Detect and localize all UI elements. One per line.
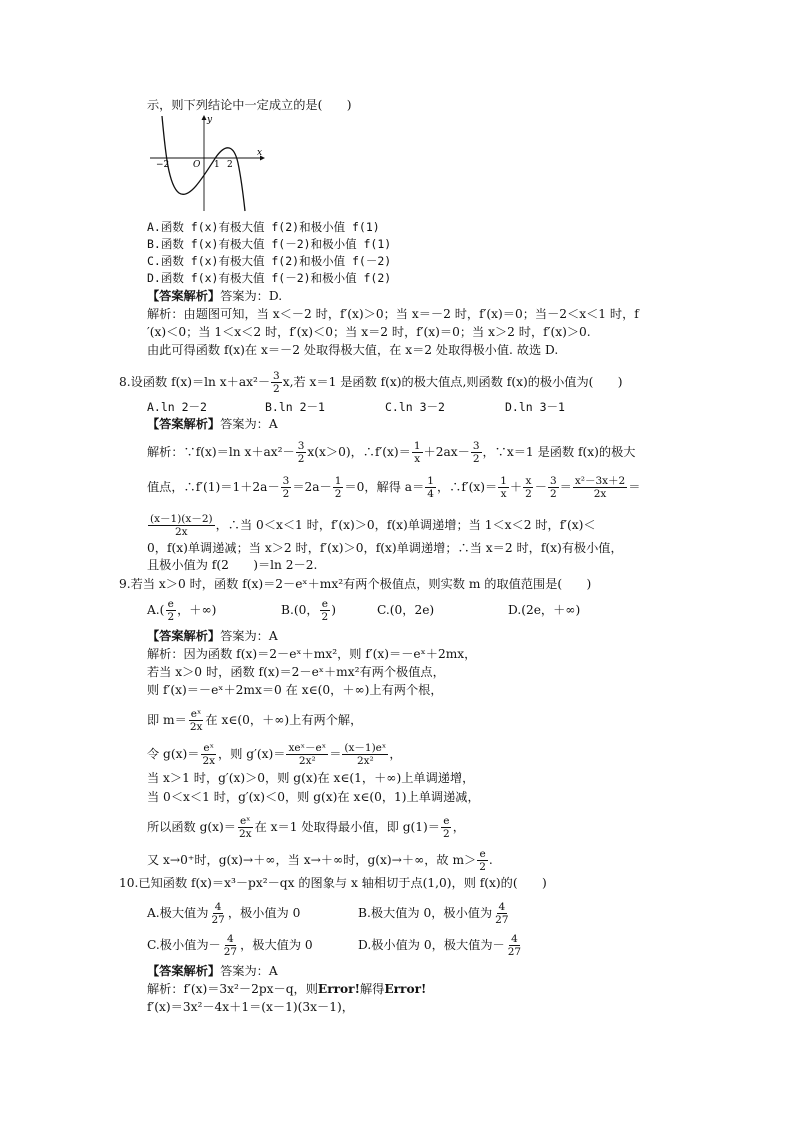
q9-option-d: D.(2e，＋∞) xyxy=(508,603,581,617)
frac-den: 27 xyxy=(211,914,225,926)
text: 在 x∈(0，＋∞)上有两个解， xyxy=(205,713,363,727)
frac-den: 2 xyxy=(525,488,532,500)
frac-den: 2 xyxy=(273,383,280,395)
fraction xyxy=(200,742,217,767)
text: ＋ xyxy=(509,480,523,494)
text: 又 x→0⁺时，g(x)→＋∞，当 x→＋∞时，g(x)→＋∞，故 m＞ xyxy=(147,853,477,867)
frac-den: 2 xyxy=(472,453,480,465)
q9-solution-line: 解析：因为函数 f(x)＝2－eˣ＋mx²，则 f′(x)＝－eˣ＋2mx， xyxy=(147,647,477,661)
text: ，∵x＝1 是函数 f(x)的极大 xyxy=(482,445,636,459)
frac-num: x²－3x＋2 xyxy=(574,475,626,487)
frac-num: 3 xyxy=(273,370,280,382)
q7-stem: 示，则下列结论中一定成立的是( ) xyxy=(147,98,352,112)
fraction xyxy=(425,475,436,500)
text: 解析：f′(x)＝3x²－2px－q，则 xyxy=(147,982,318,996)
text: 解析：∵f(x)＝ln x＋ax²－ xyxy=(147,445,295,459)
q10-solution-line xyxy=(147,981,426,997)
text: ＝ xyxy=(559,480,572,494)
q10-answer xyxy=(147,963,278,979)
x-axis-label: x xyxy=(257,148,263,158)
q7-graph xyxy=(148,113,266,215)
frac-den: 2x xyxy=(174,526,188,538)
frac-num: 4 xyxy=(511,933,518,945)
text: ＝ xyxy=(628,480,641,494)
answer-label: 【答案解析】 xyxy=(147,964,221,978)
tick-label: 2 xyxy=(227,160,233,170)
q7-solution-line: ′(x)＜0；当 1＜x＜2 时，f′(x)＜0；当 x＝2 时，f′(x)＝0；当 x＞2 时，f′(x)＞0. xyxy=(147,325,591,339)
q9-option-c: C.(0，2e) xyxy=(377,603,435,617)
frac-num: 1 xyxy=(500,475,507,487)
frac-den: 2x xyxy=(189,721,203,733)
frac-num: eˣ xyxy=(239,815,251,827)
frac-num: 3 xyxy=(472,440,480,452)
q7-option-d: D.函数 f(x)有极大值 f(－2)和极小值 f(2) xyxy=(147,271,392,285)
frac-num: (x－1)(x－2) xyxy=(150,513,213,525)
q9-solution-line xyxy=(147,708,362,733)
tick-label: O xyxy=(193,160,201,170)
q9-stem: 9.若当 x＞0 时，函数 f(x)＝2－eˣ＋mx²有两个极值点，则实数 m 的取值范围是( ) xyxy=(119,577,592,591)
q8-answer xyxy=(147,416,278,432)
q9-option-a xyxy=(147,598,216,623)
frac-den: 2x xyxy=(202,755,216,767)
frac-num: eˣ xyxy=(190,708,202,720)
q9-solution-line: 若当 x＞0 时，函数 f(x)＝2－eˣ＋mx²有两个极值点， xyxy=(147,665,445,679)
text: 所以函数 g(x)＝ xyxy=(147,820,236,834)
frac-den: 2 xyxy=(443,828,450,840)
q7-option-b: B.函数 f(x)有极大值 f(－2)和极小值 f(1) xyxy=(147,237,392,251)
text: ， xyxy=(389,747,402,761)
q8-stem-text: x,若 x＝1 是函数 f(x)的极大值点,则函数 f(x)的极小值为( ) xyxy=(282,375,623,389)
text: 值点，∴f′(1)＝1＋2a－ xyxy=(147,480,280,494)
frac-num: 3 xyxy=(549,475,557,487)
fraction xyxy=(342,742,388,767)
q8-option-c: C.ln 3－2 xyxy=(385,400,445,414)
q7-solution-line: 由此可得函数 f(x)在 x＝－2 处取得极大值，在 x＝2 处取得极小值. 故选 D. xyxy=(147,343,559,357)
text: C.极小值为－ xyxy=(147,938,221,952)
frac-num: x xyxy=(525,475,532,487)
frac-den: 2x xyxy=(239,828,252,840)
frac-den: 2 xyxy=(282,488,290,500)
text: B.(0， xyxy=(281,603,319,617)
frac-num: xeˣ－eˣ xyxy=(288,742,327,754)
tick-label: 1 xyxy=(214,160,220,170)
answer-label: 【答案解析】 xyxy=(147,289,221,303)
answer-text: 答案为：D. xyxy=(220,289,283,303)
q8-option-d: D.ln 3－1 xyxy=(505,400,565,414)
answer-label: 【答案解析】 xyxy=(147,417,221,431)
q9-solution-line: 当 0＜x＜1 时，g′(x)＜0，则 g(x)在 x∈(0，1)上单调递减， xyxy=(147,790,480,804)
frac-den: 2 xyxy=(479,861,486,873)
frac-den: 2 xyxy=(297,453,305,465)
q8-solution-line xyxy=(147,440,635,465)
q10-option-d xyxy=(358,933,524,958)
fraction xyxy=(573,475,627,500)
answer-text: 答案为：A xyxy=(220,417,278,431)
fraction xyxy=(506,933,523,958)
frac-den: 2 xyxy=(321,611,329,623)
text: ＝0，解得 a＝ xyxy=(344,480,425,494)
frac-num: 1 xyxy=(413,440,421,452)
fraction xyxy=(412,440,423,465)
frac-num: 4 xyxy=(227,933,234,945)
text: A.极大值为 xyxy=(147,906,209,920)
text: ) xyxy=(331,603,336,617)
error-text: Error! xyxy=(384,982,427,996)
q9-solution-line xyxy=(147,848,493,873)
q7-option-c: C.函数 f(x)有极大值 f(2)和极小值 f(－2) xyxy=(147,254,392,268)
fraction xyxy=(222,933,239,958)
text: ，＋∞) xyxy=(177,603,217,617)
y-axis-label: y xyxy=(207,115,213,125)
text: ＝ xyxy=(329,747,342,761)
frac-den: 4 xyxy=(427,488,434,500)
text: A.( xyxy=(147,603,165,617)
q8-option-a: A.ln 2－2 xyxy=(147,400,207,414)
q10-option-c xyxy=(147,933,313,958)
frac-num: (x－1)eˣ xyxy=(344,742,387,754)
text: ， xyxy=(452,820,465,834)
q10-solution-line: f′(x)＝3x²－4x＋1＝(x－1)(3x－1)， xyxy=(147,1000,354,1014)
text: 即 m＝ xyxy=(147,713,187,727)
fraction xyxy=(471,440,482,465)
error-text: Error! xyxy=(317,982,360,996)
fraction xyxy=(320,598,331,623)
q8-solution-line xyxy=(147,513,596,538)
fraction xyxy=(271,370,282,395)
frac-num: e xyxy=(479,848,486,860)
text: ＋2ax－ xyxy=(423,445,470,459)
frac-num: e xyxy=(443,815,450,827)
answer-text: 答案为：A xyxy=(220,629,278,643)
fraction xyxy=(296,440,307,465)
q8-stem-text: 8.设函数 f(x)＝ln x＋ax²－ xyxy=(119,375,271,389)
fraction xyxy=(237,815,254,840)
text: ，极小值为 0 xyxy=(227,906,301,920)
fraction xyxy=(498,475,509,500)
fraction xyxy=(548,475,559,500)
q9-solution-line: 当 x＞1 时，g′(x)＞0，则 g(x)在 x∈(1，＋∞)上单调递增， xyxy=(147,771,475,785)
fraction xyxy=(286,742,328,767)
frac-num: 3 xyxy=(282,475,290,487)
q9-solution-line xyxy=(147,742,402,767)
frac-den: x xyxy=(414,453,421,465)
q8-solution-line: 且极小值为 f(2 )＝ln 2－2. xyxy=(147,558,318,572)
frac-den: 2x² xyxy=(298,755,316,767)
text: ，极大值为 0 xyxy=(240,938,313,952)
frac-den: 2 xyxy=(167,611,175,623)
q9-solution-line: 则 f′(x)＝－eˣ＋2mx＝0 在 x∈(0，＋∞)上有两个根， xyxy=(147,683,443,697)
text: B.极大值为 0，极小值为 xyxy=(358,906,493,920)
q10-stem: 10.已知函数 f(x)＝x³－px²－qx 的图象与 x 轴相切于点(1,0)，则 f(x)的( ) xyxy=(119,876,547,890)
q8-solution-line xyxy=(147,475,640,500)
text: － xyxy=(534,480,547,494)
frac-den: 2 xyxy=(549,488,557,500)
q7-option-a: A.函数 f(x)有极大值 f(2)和极小值 f(1) xyxy=(147,220,380,234)
tick-label: −2 xyxy=(156,160,170,170)
text: ，∴f′(x)＝ xyxy=(436,480,498,494)
frac-num: e xyxy=(167,598,174,610)
q7-solution-line: 解析：由题图可知，当 x＜－2 时，f′(x)＞0；当 x＝－2 时，f′(x)＝0；当－2＜x＜1 时，f xyxy=(147,307,639,321)
q8-option-b: B.ln 2－1 xyxy=(265,400,325,414)
text: D.极小值为 0，极大值为－ xyxy=(358,938,505,952)
frac-den: 2 xyxy=(334,488,342,500)
text: . xyxy=(488,853,493,867)
fraction xyxy=(188,708,205,733)
frac-num: 1 xyxy=(427,475,434,487)
frac-den: 27 xyxy=(495,914,509,926)
text: ，则 g′(x)＝ xyxy=(218,747,286,761)
fraction xyxy=(523,475,534,500)
q8-stem xyxy=(119,370,623,395)
frac-den: x xyxy=(500,488,507,500)
fraction xyxy=(441,815,452,840)
q9-option-b xyxy=(281,598,336,623)
fraction xyxy=(477,848,488,873)
fraction xyxy=(493,901,510,926)
fraction xyxy=(148,513,215,538)
frac-num: 4 xyxy=(498,901,506,913)
fraction xyxy=(281,475,292,500)
text: 解得 xyxy=(359,982,385,996)
answer-label: 【答案解析】 xyxy=(147,629,221,643)
text: ＝2a－ xyxy=(292,480,332,494)
text: ，∴当 0＜x＜1 时，f′(x)＞0，f(x)单调递增；当 1＜x＜2 时，f′(x)＜ xyxy=(215,518,596,532)
frac-den: 2x xyxy=(593,488,607,500)
fraction xyxy=(333,475,344,500)
frac-num: eˣ xyxy=(203,742,215,754)
fraction xyxy=(209,901,226,926)
frac-den: 27 xyxy=(507,946,522,958)
q10-option-a xyxy=(147,901,300,926)
frac-num: 1 xyxy=(334,475,342,487)
q9-solution-line xyxy=(147,815,465,840)
q9-answer xyxy=(147,628,278,644)
q7-answer xyxy=(147,288,282,304)
frac-num: 4 xyxy=(214,901,222,913)
text: x(x＞0)，∴f′(x)＝ xyxy=(307,445,411,459)
frac-num: 3 xyxy=(297,440,305,452)
frac-den: 27 xyxy=(223,946,238,958)
q8-solution-line: 0，f(x)单调递减；当 x＞2 时，f′(x)＞0，f(x)单调递增；∴当 x＝2 时，f(x)有极小值， xyxy=(147,541,623,555)
answer-text: 答案为：A xyxy=(220,964,278,978)
fraction xyxy=(165,598,176,623)
text: 令 g(x)＝ xyxy=(147,747,200,761)
frac-den: 2x² xyxy=(356,755,374,767)
text: 在 x＝1 处取得最小值，即 g(1)＝ xyxy=(254,820,440,834)
q10-option-b xyxy=(358,901,512,926)
frac-num: e xyxy=(321,598,328,610)
